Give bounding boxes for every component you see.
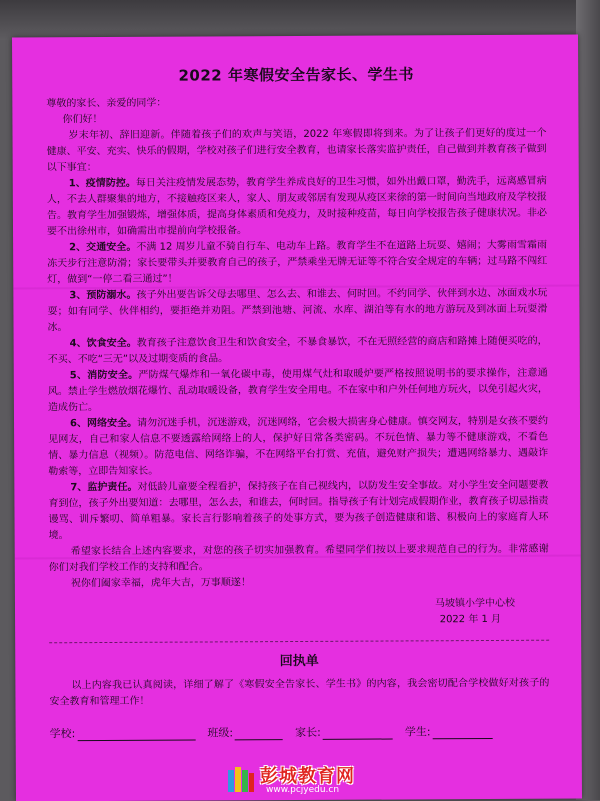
letter-paper [12, 35, 582, 801]
cut-line [49, 640, 549, 644]
item-heading: 5、消防安全。 [69, 369, 139, 382]
parent-blank[interactable] [323, 727, 393, 740]
salutation: 尊敬的家长、亲爱的同学： [46, 97, 167, 110]
parent-label: 家长: [295, 725, 321, 740]
item-text: 每日关注疫情发展态势，教育学生养成良好的卫生习惯，如外出戴口罩，勤洗手，远离感冒病人，不去人群聚集的地方，不接触疫区来人，家人、朋友或邻居有发现从疫区来徐的第一时间向当地政府及学校报告。教育学生加强锻炼，增强体质，提高身体素质和免疫力，及时接种疫苗，每日向学校报告孩子健康状况。非必要不出徐州市，如确需出市提前向学校报备。 [46, 175, 547, 238]
item-epidemic [47, 174, 547, 241]
watermark-brand: 彭城教育网 [260, 766, 355, 787]
item-heading: 7、监护责任。 [70, 481, 138, 494]
watermark-url: www.pcjyedu.cn [266, 785, 340, 795]
letter-body [46, 63, 549, 711]
school-label: 学校: [49, 727, 76, 741]
item-heading: 2、交通安全。 [69, 241, 137, 254]
intro-paragraph: 岁末年初、辞旧迎新。伴随着孩子们的欢声与笑语，2022 年寒假即将到来。为了让孩子们更好的度过一个健康、平安、充实、快乐的假期，学校对孩子们进行安全教育，也请家长落实监护责任，自己做到并教育孩子做到以下事宜： [46, 127, 547, 174]
student-label: 学生: [404, 725, 431, 739]
greeting: 你们好！ [62, 114, 103, 126]
letter-title: 2022 年寒假安全告家长、学生书 [178, 65, 414, 85]
item-fire [48, 366, 548, 417]
letter-date: 2022 年 1 月 [439, 613, 502, 626]
item-drowning [47, 286, 547, 337]
student-blank[interactable] [432, 726, 492, 739]
closing-wishes: 祝你们阖家幸福，虎年大吉，万事顺遂！ [70, 577, 251, 590]
item-food [48, 334, 548, 369]
item-network [48, 414, 548, 481]
item-text: 严防煤气爆炸和一氧化碳中毒，使用煤气灶和取暖炉要严格按照说明书的要求操作，注意通风。禁止学生燃放烟花爆竹、乱动取暖设备，教育学生安全用电。不在家中和户外任何地方玩火，以免引起火灾，造成伤亡。 [47, 367, 548, 414]
item-text: 孩子外出要告诉父母去哪里、怎么去、和谁去、何时回。不约同学、伙伴到水边、冰面戏水玩耍；如有同学、伙伴相约，要拒绝并劝阻。严禁到池塘、河流、水库、湖泊等有水的地方游玩及到冰面上玩耍滑冰。 [47, 287, 548, 334]
item-heading: 6、网络安全。 [69, 417, 138, 430]
school-blank[interactable] [77, 728, 195, 742]
closing-paragraph: 希望家长结合上述内容要求，对您的孩子切实加强教育。希望同学们按以上要求规范自己的行为。非常感谢你们对我们学校工作的支持和配合。 [48, 543, 549, 574]
item-heading: 3、预防溺水。 [69, 289, 137, 302]
books-icon [226, 764, 256, 794]
item-text: 教育孩子注意饮食卫生和饮食安全，不暴食暴饮，不在无照经营的商店和路摊上随便买吃的，不买、不吃“三无”以及过期变质的食品。 [47, 335, 548, 366]
item-text: 请勿沉迷手机，沉迷游戏，沉迷网络，它会极大损害身心健康。慎交网友，特别是女孩不要约见网友，自己和家人信息不要透露给网络上的人，保护好日常各类密码。不玩色情、暴力等不健康游戏，不看色情、暴力信息（视频）。防范电信、网络诈骗，不在网络平台打赏、充值，避免财产损失；遭遇网络暴力、遇敲诈勒索等，立即告知家长。 [48, 415, 549, 478]
watermark-logo [226, 762, 386, 798]
receipt-fields [50, 723, 570, 742]
item-text: 不满 12 周岁儿童不骑自行车、电动车上路。教育学生不在道路上玩耍、嬉闹；大雾雨雪霜雨冻天步行注意防滑；家长要带头并要教育自己的孩子，严禁乘坐无牌无证等不符合安全规定的车辆；过马路不闯红灯，做到“一停二看三通过”！ [47, 239, 548, 286]
signature: 马坡镇小学中心校 [434, 597, 516, 610]
item-text: 对低龄儿童要全程看护，保持孩子在自己视线内，以防发生安全事故。对小学生安全问题要教育到位，孩子外出要知道：去哪里，怎么去，和谁去，何时回。指导孩子有计划完成假期作业，教育孩子切忌指责谩骂、训斥繁叨、简单粗暴。家长言行影响着孩子的处事方式，要为孩子创造健康和谐、积极向上的家庭育人环境。 [48, 479, 549, 542]
receipt-title: 回执单 [279, 653, 319, 670]
class-blank[interactable] [235, 727, 283, 740]
class-label: 班级: [207, 726, 234, 740]
item-heading: 4、饮食安全。 [69, 337, 137, 350]
receipt-text: 以上内容我已认真阅读，详细了解了《寒假安全告家长、学生书》的内容，我会密切配合学校做好对孩子的安全教育和管理工作！ [49, 677, 550, 708]
item-traffic [47, 238, 547, 289]
item-heading: 1、疫情防控。 [68, 177, 136, 190]
item-guardian [48, 478, 548, 545]
